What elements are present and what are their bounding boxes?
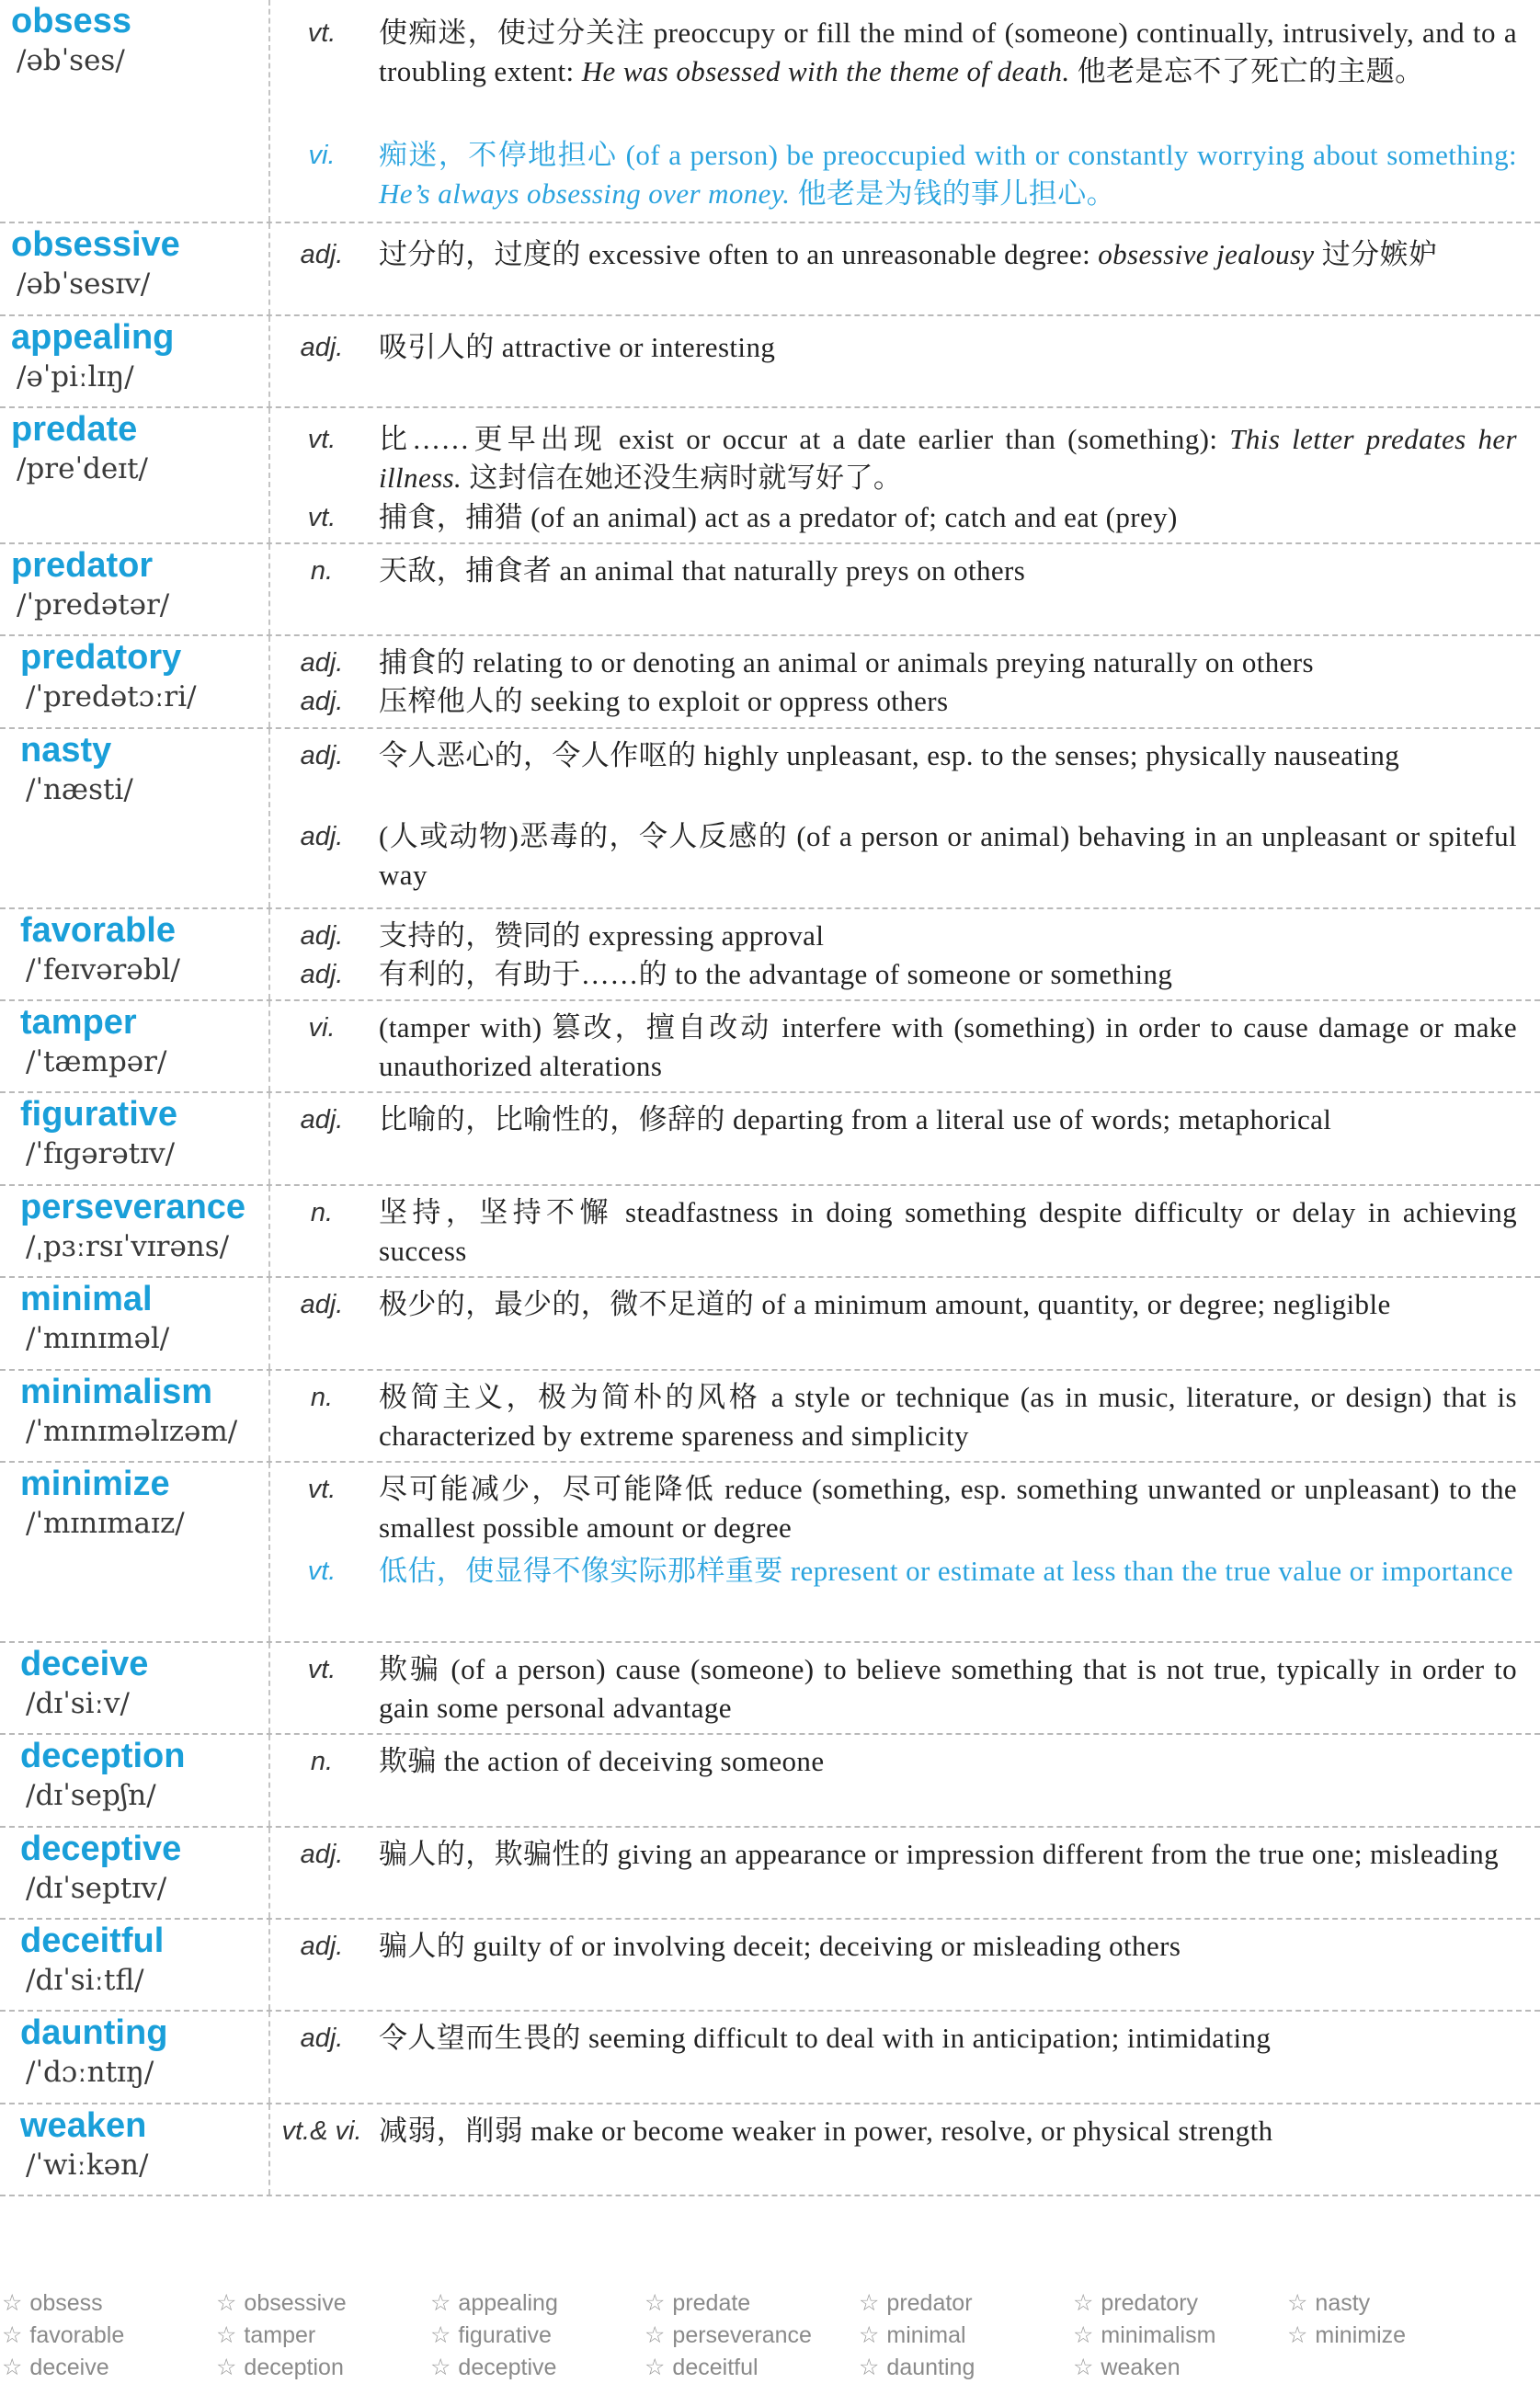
definition [379, 736, 1517, 775]
review-word: tamper [244, 2322, 316, 2348]
review-word: minimal [886, 2322, 966, 2348]
headword-cell [0, 1278, 270, 1369]
definition [379, 1009, 1517, 1086]
definition [379, 1742, 1517, 1781]
definition-text: 吸引人的 attractive or interesting [379, 331, 776, 363]
phonetic: /preˈdeɪt/ [17, 452, 148, 485]
headword-cell [0, 544, 270, 634]
star-icon: ☆ [2, 2322, 23, 2348]
definition [379, 2019, 1517, 2058]
phonetic: /əbˈsesɪv/ [17, 268, 151, 301]
definition [379, 1927, 1517, 1966]
definition-text: 过分的，过度的 excessive often to an unreasonable degree: [379, 238, 1099, 270]
phonetic: /ˈmɪnɪməl/ [26, 1322, 170, 1355]
definition [379, 1378, 1517, 1455]
review-item [2, 2289, 103, 2317]
part-of-speech: vt. [307, 1557, 337, 1586]
definition [379, 235, 1517, 274]
phonetic: /dɪˈsiːtfl/ [26, 1964, 144, 1997]
review-word: figurative [458, 2322, 552, 2348]
definition-text: 天敌，捕食者 an animal that naturally preys on others [379, 554, 1026, 587]
entry-row [0, 636, 1540, 729]
review-item [1287, 2321, 1406, 2349]
definition-text: 使痴迷，使过分关注 preoccupy or fill the mind of (someone) continually, intrusively, and to a troubling extent: [379, 17, 1517, 87]
headword-cell [0, 2012, 270, 2103]
headword-cell [0, 1643, 270, 1733]
definition [379, 682, 1517, 721]
review-word: obsess [29, 2290, 103, 2316]
review-item [859, 2354, 975, 2381]
entry-row [0, 223, 1540, 316]
definition-text: 尽可能减少，尽可能降低 reduce (something, esp. something unwanted or unpleasant) to the smallest possible amount or degree [379, 1473, 1517, 1544]
part-of-speech: adj. [300, 1290, 344, 1319]
phonetic: /əˈpiːlɪŋ/ [17, 360, 134, 393]
entry-row [0, 1186, 1540, 1278]
sense [270, 1378, 1540, 1455]
review-item [1073, 2354, 1181, 2381]
entry-row [0, 1001, 1540, 1093]
review-item [1073, 2321, 1215, 2349]
review-word: deception [244, 2355, 344, 2380]
review-word: deceptive [458, 2355, 557, 2380]
example-translation: 他老是忘不了死亡的主题。 [1069, 55, 1424, 87]
star-icon: ☆ [430, 2355, 451, 2380]
sense [270, 1285, 1540, 1363]
definition [379, 817, 1517, 895]
headword-cell [0, 729, 270, 907]
definition-text: 支持的，赞同的 expressing approval [379, 919, 825, 952]
definition-text: 令人恶心的，令人作呕的 highly unpleasant, esp. to the senses; physically nauseating [379, 739, 1400, 771]
definition-text: 骗人的，欺骗性的 giving an appearance or impression different from the true one; misleading [379, 1838, 1500, 1870]
headword-cell [0, 1093, 270, 1184]
entry-row [0, 544, 1540, 636]
definition-text: 极简主义，极为简朴的风格 a style or technique (as in music, literature, or design) that is characterized by extreme spareness and simplicity [379, 1381, 1517, 1452]
definition-text: 减弱，削弱 make or become weaker in power, resolve, or physical strength [379, 2115, 1273, 2147]
entry-row [0, 1278, 1540, 1371]
part-of-speech: vi. [308, 141, 336, 170]
star-icon: ☆ [216, 2290, 237, 2316]
phonetic: /ˈnæsti/ [26, 773, 133, 806]
review-word: obsessive [244, 2290, 347, 2316]
review-word: daunting [886, 2355, 975, 2380]
part-of-speech: adj. [300, 741, 344, 770]
review-item [859, 2289, 973, 2317]
star-icon: ☆ [2, 2355, 23, 2380]
definition-text: 痴迷，不停地担心 (of a person) be preoccupied with or constantly worrying about something: [379, 139, 1517, 171]
sense [270, 1552, 1540, 1629]
sense [270, 1835, 1540, 1912]
definition [379, 328, 1517, 367]
definition-text: 欺骗 the action of deceiving someone [379, 1745, 825, 1777]
star-icon: ☆ [859, 2322, 880, 2348]
review-word: weaken [1101, 2355, 1181, 2380]
sense [270, 420, 1540, 497]
sense [270, 2019, 1540, 2058]
headword-cell [0, 1920, 270, 2010]
headword-cell [0, 223, 270, 314]
review-item [430, 2321, 552, 2349]
star-icon: ☆ [216, 2355, 237, 2380]
star-icon: ☆ [2, 2290, 23, 2316]
definition [379, 1470, 1517, 1547]
sense [270, 1193, 1540, 1271]
definition-text: 比喻的，比喻性的，修辞的 departing from a literal use of words; metaphorical [379, 1103, 1332, 1135]
star-icon: ☆ [859, 2355, 880, 2380]
definition-text: 令人望而生畏的 seeming difficult to deal with in anticipation; intimidating [379, 2022, 1272, 2054]
headword-cell [0, 408, 270, 542]
phonetic: /ˈpredətər/ [17, 588, 170, 622]
review-item [2, 2321, 124, 2349]
sense [270, 2112, 1540, 2150]
part-of-speech: vt. [307, 1655, 337, 1684]
definition [379, 917, 1517, 955]
headword-cell [0, 1463, 270, 1641]
definition [379, 1552, 1517, 1591]
entry-row [0, 729, 1540, 909]
phonetic: /ˈmɪnɪmaɪz/ [26, 1507, 185, 1540]
phonetic: /ˈwiːkən/ [26, 2149, 149, 2182]
star-icon: ☆ [645, 2322, 666, 2348]
definition-text: 比……更早出现 exist or occur at a date earlier than (something): [379, 423, 1230, 455]
entry-row [0, 2012, 1540, 2104]
headword: obsess [11, 2, 131, 40]
review-word: predatory [1101, 2290, 1199, 2316]
headword: predator [11, 546, 154, 585]
part-of-speech: vt. [307, 18, 337, 48]
sense [270, 498, 1540, 537]
definition [379, 1193, 1517, 1271]
part-of-speech: n. [310, 556, 334, 586]
headword: predate [11, 410, 138, 449]
part-of-speech: adj. [300, 960, 344, 989]
phonetic: /əbˈses/ [17, 44, 125, 77]
headword: deceptive [20, 1830, 182, 1868]
part-of-speech: adj. [300, 240, 344, 269]
part-of-speech: n. [310, 1198, 334, 1227]
example-translation: 他老是为钱的事儿担心。 [790, 177, 1116, 210]
review-word: deceitful [672, 2355, 759, 2380]
definition-text: 捕食，捕猎 (of an animal) act as a predator of; catch and eat (prey) [379, 501, 1178, 533]
definition-text: 骗人的 guilty of or involving deceit; deceiving or misleading others [379, 1930, 1181, 1962]
headword-cell [0, 1186, 270, 1276]
definition [379, 14, 1517, 91]
definition [379, 644, 1517, 682]
star-icon: ☆ [1073, 2290, 1094, 2316]
sense [270, 736, 1540, 814]
definition [379, 1650, 1517, 1728]
entry-row [0, 0, 1540, 223]
definition [379, 1101, 1517, 1139]
headword: deception [20, 1737, 186, 1775]
review-item [216, 2321, 315, 2349]
entry-row [0, 1371, 1540, 1463]
example-sentence: obsessive jealousy [1098, 238, 1315, 270]
headword-cell [0, 909, 270, 999]
headword: deceive [20, 1645, 149, 1683]
star-icon: ☆ [216, 2322, 237, 2348]
definition-text: 有利的，有助于……的 to the advantage of someone or something [379, 958, 1173, 990]
part-of-speech: adj. [300, 687, 344, 716]
review-word: appealing [458, 2290, 558, 2316]
headword: minimalism [20, 1373, 213, 1411]
definition [379, 2112, 1517, 2150]
entry-row [0, 316, 1540, 408]
definition [379, 1285, 1517, 1324]
review-item [1073, 2289, 1198, 2317]
sense [270, 235, 1540, 313]
headword-cell [0, 2104, 270, 2195]
headword: minimal [20, 1280, 153, 1318]
headword-cell [0, 0, 270, 222]
phonetic: /dɪˈseptɪv/ [26, 1872, 167, 1905]
example-translation: 这封信在她还没生病时就写好了。 [462, 462, 903, 494]
phonetic: /ˈfɪɡərətɪv/ [26, 1137, 176, 1170]
phonetic: /ˈmɪnɪməlɪzəm/ [26, 1415, 238, 1448]
phonetic: /ˈtæmpər/ [26, 1045, 167, 1078]
definition [379, 420, 1517, 497]
review-word-list [0, 2289, 1540, 2395]
entry-row [0, 2104, 1540, 2196]
definition [379, 552, 1517, 590]
entry-row [0, 1643, 1540, 1735]
part-of-speech: adj. [300, 1932, 344, 1961]
definition-text: (tamper with) 篡改，擅自改动 interfere with (something) in order to cause damage or make unauthorized alterations [379, 1011, 1517, 1082]
review-item [1287, 2289, 1370, 2317]
headword: daunting [20, 2013, 168, 2052]
part-of-speech: vt. [307, 425, 337, 454]
headword: deceitful [20, 1922, 165, 1960]
star-icon: ☆ [645, 2290, 666, 2316]
definition-text: 欺骗 (of a person) cause (someone) to believe something that is not true, typically in order to gain some personal advantage [379, 1653, 1517, 1724]
phonetic: /ˈfeɪvərəbl/ [26, 953, 180, 987]
star-icon: ☆ [430, 2290, 451, 2316]
review-item [645, 2289, 750, 2317]
part-of-speech: adj. [300, 333, 344, 362]
part-of-speech: adj. [300, 921, 344, 951]
entry-row [0, 1828, 1540, 1920]
part-of-speech: vt. [307, 1475, 337, 1504]
headword-cell [0, 1001, 270, 1091]
part-of-speech: adj. [300, 2024, 344, 2053]
review-item [216, 2289, 347, 2317]
headword-cell [0, 636, 270, 727]
headword: obsessive [11, 225, 180, 264]
review-item [430, 2289, 558, 2317]
phonetic: /dɪˈsepʃn/ [26, 1779, 156, 1812]
definition [379, 955, 1517, 994]
headword: minimize [20, 1465, 170, 1503]
definition [379, 136, 1517, 213]
sense [270, 1101, 1540, 1139]
example-sentence: This letter predates her illness. [379, 423, 1517, 494]
sense [270, 955, 1540, 994]
star-icon: ☆ [430, 2322, 451, 2348]
example-translation: 过分嫉妒 [1314, 238, 1438, 270]
headword-cell [0, 1828, 270, 1918]
headword-cell [0, 316, 270, 406]
definition-text: 捕食的 relating to or denoting an animal or animals preying naturally on others [379, 646, 1314, 679]
review-item [645, 2354, 759, 2381]
entry-row [0, 408, 1540, 544]
headword: predatory [20, 638, 182, 677]
phonetic: /ˌpɜːrsɪˈvɪrəns/ [26, 1230, 230, 1263]
part-of-speech: vt.& vi. [281, 2116, 362, 2146]
sense [270, 328, 1540, 367]
definition-text: 压榨他人的 seeking to exploit or oppress others [379, 685, 949, 717]
review-item [859, 2321, 966, 2349]
star-icon: ☆ [1073, 2355, 1094, 2380]
definition-text: 极少的，最少的，微不足道的 of a minimum amount, quantity, or degree; negligible [379, 1288, 1391, 1320]
part-of-speech: vi. [308, 1013, 336, 1043]
star-icon: ☆ [645, 2355, 666, 2380]
headword: figurative [20, 1095, 178, 1134]
headword: tamper [20, 1003, 137, 1042]
review-word: deceive [29, 2355, 109, 2380]
part-of-speech: adj. [300, 1105, 344, 1135]
headword: weaken [20, 2106, 147, 2145]
star-icon: ☆ [1287, 2290, 1308, 2316]
sense [270, 136, 1540, 213]
example-sentence: He was obsessed with the theme of death. [581, 55, 1070, 87]
entry-row [0, 1093, 1540, 1186]
sense [270, 1650, 1540, 1728]
review-word: nasty [1315, 2290, 1371, 2316]
review-word: predator [886, 2290, 973, 2316]
entry-row [0, 909, 1540, 1001]
sense [270, 1742, 1540, 1781]
review-word: predate [672, 2290, 751, 2316]
entry-row [0, 1920, 1540, 2012]
sense [270, 552, 1540, 590]
part-of-speech: adj. [300, 1840, 344, 1869]
review-item [430, 2354, 556, 2381]
part-of-speech: n. [310, 1383, 334, 1412]
phonetic: /dɪˈsiːv/ [26, 1687, 130, 1720]
headword: perseverance [20, 1188, 246, 1226]
headword: nasty [20, 731, 112, 770]
sense [270, 817, 1540, 895]
sense [270, 917, 1540, 955]
review-word: perseverance [672, 2322, 812, 2348]
review-item [645, 2321, 812, 2349]
headword: favorable [20, 911, 176, 950]
entry-row [0, 1735, 1540, 1828]
definition-text: 坚持，坚持不懈 steadfastness in doing something despite difficulty or delay in achieving success [379, 1196, 1517, 1267]
review-item [216, 2354, 344, 2381]
example-sentence: He’s always obsessing over money. [379, 177, 791, 210]
part-of-speech: vt. [307, 503, 337, 532]
star-icon: ☆ [1287, 2322, 1308, 2348]
entry-row [0, 1463, 1540, 1643]
review-word: minimalism [1101, 2322, 1216, 2348]
review-word: favorable [29, 2322, 125, 2348]
headword-cell [0, 1735, 270, 1826]
sense [270, 1927, 1540, 1966]
phonetic: /ˈdɔːntɪŋ/ [26, 2056, 154, 2089]
star-icon: ☆ [1073, 2322, 1094, 2348]
headword-cell [0, 1371, 270, 1461]
sense [270, 1009, 1540, 1086]
review-item [2, 2354, 109, 2381]
phonetic: /ˈpredətɔːri/ [26, 680, 197, 713]
part-of-speech: adj. [300, 648, 344, 678]
review-word: minimize [1315, 2322, 1407, 2348]
star-icon: ☆ [859, 2290, 880, 2316]
definition [379, 1835, 1517, 1874]
sense [270, 14, 1540, 91]
definition [379, 498, 1517, 537]
sense [270, 682, 1540, 721]
definition-text: 低估，使显得不像实际那样重要 represent or estimate at less than the true value or importance [379, 1555, 1513, 1587]
headword: appealing [11, 318, 175, 357]
sense [270, 1470, 1540, 1547]
sense [270, 644, 1540, 682]
definition-text: (人或动物)恶毒的，令人反感的 (of a person or animal) behaving in an unpleasant or spiteful way [379, 820, 1517, 891]
part-of-speech: adj. [300, 822, 344, 851]
part-of-speech: n. [310, 1747, 334, 1776]
